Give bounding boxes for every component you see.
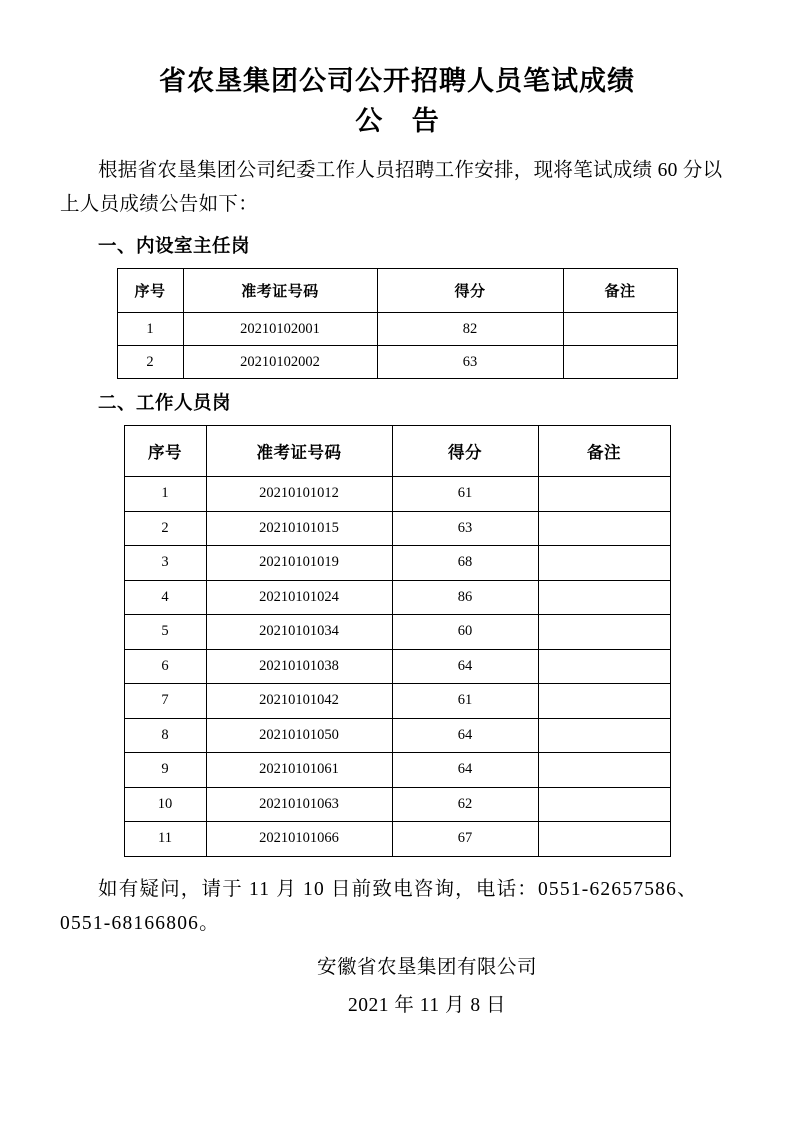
section-heading-two: 二、工作人员岗	[98, 393, 232, 414]
page-title-line-2: 公 告	[355, 106, 449, 137]
cell-admission-number: 20210101015	[206, 511, 392, 546]
cell-score: 82	[377, 313, 563, 346]
table-header-row	[117, 269, 677, 313]
cell-score: 64	[392, 753, 538, 788]
cell-remark	[563, 313, 677, 346]
section-heading-one: 一、内设室主任岗	[98, 236, 251, 257]
cell-remark	[538, 511, 670, 546]
intro-paragraph: 根据省农垦集团公司纪委工作人员招聘工作安排，现将笔试成绩 60 分以上人员成绩公告如下：	[60, 160, 723, 215]
cell-admission-number: 20210101063	[206, 787, 392, 822]
cell-index: 9	[124, 753, 206, 788]
scores-table-director-post	[117, 268, 678, 379]
cell-index: 11	[124, 822, 206, 857]
cell-remark	[563, 346, 677, 379]
cell-score: 64	[392, 718, 538, 753]
page-title	[60, 62, 734, 142]
column-header-score: 得分	[377, 269, 563, 313]
cell-remark	[538, 787, 670, 822]
column-header-index: 序号	[124, 426, 206, 477]
column-header-remark: 备注	[563, 269, 677, 313]
table-row	[124, 477, 670, 512]
table-row	[117, 313, 677, 346]
cell-remark	[538, 753, 670, 788]
cell-admission-number: 20210102002	[183, 346, 377, 379]
table-row	[124, 580, 670, 615]
page-title-line-1: 省农垦集团公司公开招聘人员笔试成绩	[159, 66, 635, 97]
table-header-row	[124, 426, 670, 477]
cell-index: 5	[124, 615, 206, 650]
cell-admission-number: 20210101061	[206, 753, 392, 788]
cell-score: 60	[392, 615, 538, 650]
cell-index: 4	[124, 580, 206, 615]
cell-admission-number: 20210101034	[206, 615, 392, 650]
cell-admission-number: 20210101019	[206, 546, 392, 581]
cell-score: 62	[392, 787, 538, 822]
cell-index: 8	[124, 718, 206, 753]
cell-remark	[538, 684, 670, 719]
column-header-admission-number: 准考证号码	[206, 426, 392, 477]
column-header-score: 得分	[392, 426, 538, 477]
table-row	[124, 822, 670, 857]
column-header-remark: 备注	[538, 426, 670, 477]
cell-score: 64	[392, 649, 538, 684]
cell-index: 1	[117, 313, 183, 346]
cell-remark	[538, 546, 670, 581]
table-row	[124, 511, 670, 546]
cell-score: 67	[392, 822, 538, 857]
cell-remark	[538, 477, 670, 512]
table-row	[124, 753, 670, 788]
cell-index: 1	[124, 477, 206, 512]
cell-score: 68	[392, 546, 538, 581]
cell-admission-number: 20210101042	[206, 684, 392, 719]
table-row	[124, 649, 670, 684]
scores-table-staff-post	[124, 425, 671, 857]
cell-admission-number: 20210101012	[206, 477, 392, 512]
cell-index: 2	[117, 346, 183, 379]
cell-score: 63	[392, 511, 538, 546]
table-row	[124, 787, 670, 822]
date-line: 2021 年 11 月 8 日	[348, 994, 506, 1016]
table-row	[117, 346, 677, 379]
table-row	[124, 546, 670, 581]
table-row	[124, 615, 670, 650]
cell-index: 7	[124, 684, 206, 719]
cell-remark	[538, 649, 670, 684]
cell-admission-number: 20210101066	[206, 822, 392, 857]
cell-remark	[538, 580, 670, 615]
contact-note: 如有疑问，请于 11 月 10 日前致电咨询，电话：0551-62657586、0551-68166806。	[60, 878, 698, 934]
signature-line: 安徽省农垦集团有限公司	[316, 956, 537, 978]
cell-score: 61	[392, 684, 538, 719]
table-row	[124, 684, 670, 719]
cell-remark	[538, 718, 670, 753]
table-row	[124, 718, 670, 753]
cell-admission-number: 20210102001	[183, 313, 377, 346]
cell-index: 2	[124, 511, 206, 546]
cell-remark	[538, 822, 670, 857]
cell-score: 63	[377, 346, 563, 379]
cell-score: 86	[392, 580, 538, 615]
column-header-admission-number: 准考证号码	[183, 269, 377, 313]
column-header-index: 序号	[117, 269, 183, 313]
cell-index: 10	[124, 787, 206, 822]
cell-index: 6	[124, 649, 206, 684]
cell-remark	[538, 615, 670, 650]
cell-score: 61	[392, 477, 538, 512]
cell-admission-number: 20210101038	[206, 649, 392, 684]
cell-admission-number: 20210101024	[206, 580, 392, 615]
cell-index: 3	[124, 546, 206, 581]
cell-admission-number: 20210101050	[206, 718, 392, 753]
